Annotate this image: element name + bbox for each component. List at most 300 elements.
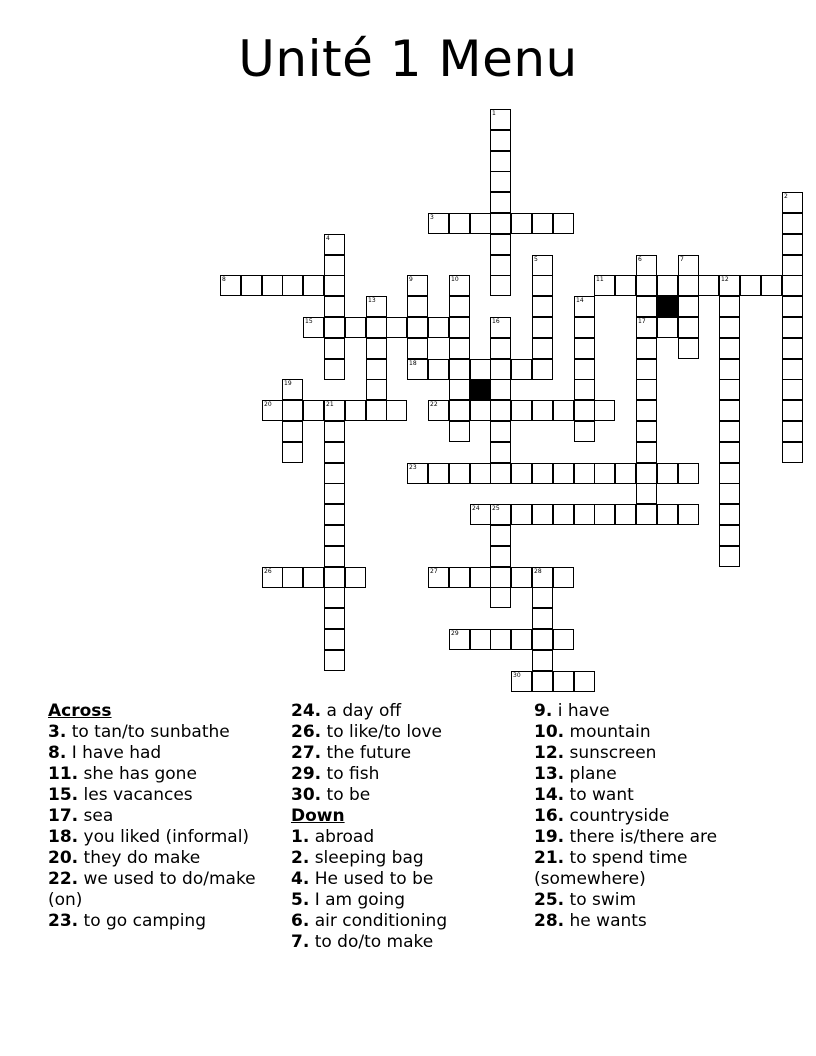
grid-cell[interactable] [657,275,678,296]
clue-item [534,911,784,932]
grid-cell[interactable] [636,275,657,296]
grid-cell[interactable] [615,504,636,525]
grid-cell[interactable] [532,567,553,588]
clue-number: 8 [222,276,226,283]
clue-num: 30. [291,785,322,805]
grid-cell[interactable] [615,275,636,296]
clue-item [48,722,283,743]
grid-cell[interactable] [366,400,387,421]
grid-cell[interactable] [490,192,511,213]
grid-cell[interactable] [428,567,449,588]
puzzle-title: Unité 1 Menu [238,30,578,88]
grid-cell[interactable] [490,275,511,296]
clue-text: they do make [78,848,201,868]
grid-cell[interactable] [636,296,657,317]
clue-text: to go camping [78,911,206,931]
grid-cell[interactable] [449,567,470,588]
grid-cell[interactable] [782,421,803,442]
grid-cell[interactable] [345,400,366,421]
grid-cell[interactable] [678,275,699,296]
grid-cell[interactable] [490,171,511,192]
grid-cell[interactable] [386,400,407,421]
grid-cell[interactable] [719,379,740,400]
grid-cell[interactable] [470,213,491,234]
clue-text: to do/to make [309,932,434,952]
clue-number: 27 [430,568,438,575]
grid-cell[interactable] [282,442,303,463]
grid-cell[interactable] [636,379,657,400]
grid-cell[interactable] [532,463,553,484]
grid-cell[interactable] [719,317,740,338]
grid-cell[interactable] [449,379,470,400]
grid-cell[interactable] [262,567,283,588]
grid-cell[interactable] [282,421,303,442]
clue-num: 28. [534,911,565,931]
clue-number: 2 [784,193,788,200]
grid-cell[interactable] [719,338,740,359]
grid-cell[interactable] [449,275,470,296]
grid-cell[interactable] [636,338,657,359]
grid-cell[interactable] [490,525,511,546]
clue-num: 20. [48,848,79,868]
clue-number: 17 [638,318,646,325]
grid-cell[interactable] [574,338,595,359]
grid-cell[interactable] [324,587,345,608]
grid-cell[interactable] [532,629,553,650]
grid-cell[interactable] [511,504,532,525]
grid-cell[interactable] [719,525,740,546]
grid-cell[interactable] [636,317,657,338]
grid-cell[interactable] [574,317,595,338]
clue-number: 12 [721,276,729,283]
grid-cell[interactable] [782,296,803,317]
grid-cell[interactable] [532,317,553,338]
clue-item [534,722,784,743]
clue-item [534,743,784,764]
clue-num: 7. [291,932,310,952]
grid-cell[interactable] [449,338,470,359]
clue-item [534,764,784,785]
grid-cell[interactable] [574,671,595,692]
grid-cell[interactable] [719,296,740,317]
clue-item [48,869,283,911]
clue-text: the future [321,743,412,763]
clue-item [48,764,283,785]
grid-cell[interactable] [345,567,366,588]
grid-cell[interactable] [470,629,491,650]
grid-cell[interactable] [324,338,345,359]
clue-number: 25 [492,505,500,512]
clue-text: countryside [564,806,670,826]
grid-cell[interactable] [594,275,615,296]
grid-cell[interactable] [553,213,574,234]
grid-cell[interactable] [470,504,491,525]
grid-cell[interactable] [282,567,303,588]
grid-cell[interactable] [303,275,324,296]
grid-cell[interactable] [490,587,511,608]
grid-cell[interactable] [490,379,511,400]
clue-item [291,827,526,848]
grid-cell[interactable] [782,213,803,234]
grid-cell[interactable] [470,463,491,484]
grid-cell[interactable] [636,442,657,463]
grid-cell[interactable] [574,463,595,484]
grid-cell[interactable] [532,275,553,296]
clue-text: to fish [321,764,380,784]
clue-text: you liked (informal) [78,827,250,847]
grid-cell[interactable] [574,504,595,525]
grid-cell[interactable] [490,109,511,130]
grid-cell[interactable] [366,359,387,380]
grid-cell[interactable] [324,650,345,671]
grid-cell[interactable] [282,400,303,421]
grid-cell[interactable] [324,525,345,546]
clue-num: 6. [291,911,310,931]
clue-item [534,827,784,848]
grid-cell[interactable] [490,421,511,442]
grid-cell[interactable] [407,296,428,317]
grid-cell[interactable] [324,359,345,380]
grid-cell[interactable] [366,296,387,317]
clue-number: 28 [534,568,542,575]
grid-cell[interactable] [553,504,574,525]
clue-num: 26. [291,722,322,742]
grid-cell[interactable] [532,255,553,276]
grid-cell[interactable] [449,629,470,650]
grid-cell[interactable] [719,421,740,442]
grid-cell[interactable] [574,359,595,380]
grid-cell[interactable] [345,317,366,338]
grid-cell[interactable] [449,400,470,421]
grid-cell[interactable] [719,442,740,463]
grid-cell[interactable] [782,192,803,213]
clue-item [534,701,784,722]
grid-cell[interactable] [324,275,345,296]
grid-cell[interactable] [428,317,449,338]
clue-number: 9 [409,276,413,283]
grid-cell[interactable] [532,213,553,234]
clue-text: there is/there are [564,827,718,847]
grid-cell[interactable] [303,400,324,421]
grid-cell[interactable] [511,213,532,234]
grid-cell[interactable] [678,504,699,525]
grid-cell[interactable] [324,567,345,588]
grid-cell[interactable] [782,317,803,338]
clue-text: les vacances [78,785,193,805]
grid-cell[interactable] [678,338,699,359]
grid-cell[interactable] [324,442,345,463]
grid-cell[interactable] [511,463,532,484]
clue-number: 13 [368,297,376,304]
clue-item [48,911,283,932]
grid-cell[interactable] [324,483,345,504]
grid-cell[interactable] [782,234,803,255]
clue-item [48,806,283,827]
grid-cell[interactable] [782,379,803,400]
grid-cell[interactable] [636,421,657,442]
grid-cell[interactable] [407,317,428,338]
grid-cell[interactable] [490,400,511,421]
grid-cell[interactable] [719,463,740,484]
clue-text: sunscreen [564,743,657,763]
grid-cell[interactable] [490,151,511,172]
black-cell [470,379,491,400]
grid-cell[interactable] [782,275,803,296]
grid-cell[interactable] [449,463,470,484]
grid-cell[interactable] [449,359,470,380]
clue-text: to tan/to sunbathe [66,722,230,742]
clue-number: 29 [451,630,459,637]
grid-cell[interactable] [324,504,345,525]
grid-cell[interactable] [782,400,803,421]
grid-cell[interactable] [615,463,636,484]
grid-cell[interactable] [782,442,803,463]
grid-cell[interactable] [490,442,511,463]
clue-num: 4. [291,869,310,889]
grid-cell[interactable] [470,400,491,421]
clue-text: sleeping bag [309,848,424,868]
grid-cell[interactable] [490,504,511,525]
clue-item [291,848,526,869]
grid-cell[interactable] [262,275,283,296]
clue-text: he wants [564,911,647,931]
grid-cell[interactable] [303,567,324,588]
grid-cell[interactable] [782,359,803,380]
grid-cell[interactable] [719,359,740,380]
clue-number: 23 [409,464,417,471]
grid-cell[interactable] [594,504,615,525]
grid-cell[interactable] [511,359,532,380]
grid-cell[interactable] [407,275,428,296]
clue-num: 2. [291,848,310,868]
clue-heading: Down [291,806,345,826]
grid-cell[interactable] [532,650,553,671]
grid-cell[interactable] [553,567,574,588]
clue-num: 5. [291,890,310,910]
clue-text: mountain [564,722,651,742]
grid-cell[interactable] [282,275,303,296]
clue-text: a day off [321,701,402,721]
grid-cell[interactable] [490,317,511,338]
grid-cell[interactable] [490,234,511,255]
clue-item [291,932,526,953]
clue-text: to like/to love [321,722,442,742]
grid-cell[interactable] [490,546,511,567]
grid-cell[interactable] [511,629,532,650]
grid-cell[interactable] [594,400,615,421]
grid-cell[interactable] [532,400,553,421]
grid-cell[interactable] [428,400,449,421]
clue-item [534,785,784,806]
clue-item [291,911,526,932]
clue-num: 13. [534,764,565,784]
grid-cell[interactable] [594,463,615,484]
grid-cell[interactable] [490,463,511,484]
clue-num: 8. [48,743,67,763]
grid-cell[interactable] [740,275,761,296]
grid-cell[interactable] [511,400,532,421]
clue-column-2 [291,701,526,953]
grid-cell[interactable] [386,317,407,338]
grid-cell[interactable] [553,463,574,484]
clue-text: to want [564,785,634,805]
grid-cell[interactable] [719,275,740,296]
black-cell [657,296,678,317]
grid-cell[interactable] [366,379,387,400]
grid-cell[interactable] [553,400,574,421]
grid-cell[interactable] [532,608,553,629]
clue-number: 22 [430,401,438,408]
clue-item [534,890,784,911]
clue-text: she has gone [78,764,197,784]
clue-column-3 [534,701,784,932]
grid-cell[interactable] [782,338,803,359]
grid-cell[interactable] [428,463,449,484]
grid-cell[interactable] [241,275,262,296]
grid-cell[interactable] [449,296,470,317]
clue-num: 21. [534,848,565,868]
clue-num: 1. [291,827,310,847]
grid-cell[interactable] [262,400,283,421]
grid-cell[interactable] [324,234,345,255]
clue-number: 1 [492,110,496,117]
clue-text: i have [552,701,610,721]
grid-cell[interactable] [324,463,345,484]
grid-cell[interactable] [761,275,782,296]
grid-cell[interactable] [719,400,740,421]
grid-cell[interactable] [220,275,241,296]
clue-num: 24. [291,701,322,721]
grid-cell[interactable] [324,255,345,276]
grid-cell[interactable] [657,504,678,525]
grid-cell[interactable] [324,629,345,650]
grid-cell[interactable] [636,255,657,276]
grid-cell[interactable] [490,213,511,234]
grid-cell[interactable] [428,359,449,380]
clue-item [534,806,784,827]
grid-cell[interactable] [553,629,574,650]
grid-cell[interactable] [490,629,511,650]
grid-cell[interactable] [324,296,345,317]
clue-item [291,743,526,764]
grid-cell[interactable] [428,213,449,234]
grid-cell[interactable] [574,400,595,421]
grid-cell[interactable] [366,317,387,338]
grid-cell[interactable] [532,504,553,525]
grid-cell[interactable] [490,567,511,588]
clue-number: 30 [513,672,521,679]
clue-text: we used to do/make (on) [48,869,256,910]
clue-item [48,827,283,848]
grid-cell[interactable] [678,255,699,276]
grid-cell[interactable] [574,379,595,400]
grid-cell[interactable] [719,483,740,504]
grid-cell[interactable] [303,317,324,338]
grid-cell[interactable] [636,400,657,421]
grid-cell[interactable] [490,130,511,151]
clue-text: air conditioning [309,911,448,931]
clue-text: to spend time (somewhere) [534,848,688,889]
clue-item [291,785,526,806]
clue-number: 26 [264,568,272,575]
clue-num: 11. [48,764,79,784]
grid-cell[interactable] [532,338,553,359]
grid-cell[interactable] [324,546,345,567]
clue-num: 22. [48,869,79,889]
grid-cell[interactable] [366,338,387,359]
grid-cell[interactable] [490,338,511,359]
grid-cell[interactable] [470,359,491,380]
grid-cell[interactable] [532,587,553,608]
grid-cell[interactable] [657,463,678,484]
grid-cell[interactable] [574,296,595,317]
clue-item [291,722,526,743]
grid-cell[interactable] [636,504,657,525]
grid-cell[interactable] [449,421,470,442]
clue-num: 23. [48,911,79,931]
clue-text: sea [78,806,114,826]
clue-heading: Across [48,701,112,721]
grid-cell[interactable] [636,483,657,504]
grid-cell[interactable] [324,421,345,442]
clue-item [291,764,526,785]
grid-cell[interactable] [490,359,511,380]
clue-number: 6 [638,256,642,263]
grid-cell[interactable] [449,317,470,338]
clue-item [534,848,784,890]
grid-cell[interactable] [678,296,699,317]
clue-number: 15 [305,318,313,325]
grid-cell[interactable] [282,379,303,400]
grid-cell[interactable] [511,567,532,588]
grid-cell[interactable] [553,671,574,692]
grid-cell[interactable] [719,546,740,567]
grid-cell[interactable] [657,317,678,338]
grid-cell[interactable] [532,671,553,692]
clue-number: 3 [430,214,434,221]
grid-cell[interactable] [407,359,428,380]
clue-number: 19 [284,380,292,387]
clue-num: 17. [48,806,79,826]
grid-cell[interactable] [511,671,532,692]
grid-cell[interactable] [470,567,491,588]
grid-cell[interactable] [449,213,470,234]
grid-cell[interactable] [324,608,345,629]
grid-cell[interactable] [532,359,553,380]
clue-num: 9. [534,701,553,721]
grid-cell[interactable] [678,463,699,484]
clue-number: 20 [264,401,272,408]
grid-cell[interactable] [719,504,740,525]
clue-num: 27. [291,743,322,763]
grid-cell[interactable] [324,317,345,338]
clue-number: 11 [596,276,604,283]
clue-num: 25. [534,890,565,910]
grid-cell[interactable] [636,463,657,484]
grid-cell[interactable] [407,463,428,484]
grid-cell[interactable] [698,275,719,296]
grid-cell[interactable] [532,296,553,317]
grid-cell[interactable] [678,317,699,338]
clue-num: 14. [534,785,565,805]
grid-cell[interactable] [324,400,345,421]
grid-cell[interactable] [574,421,595,442]
clue-item [48,743,283,764]
grid-cell[interactable] [782,255,803,276]
grid-cell[interactable] [490,255,511,276]
grid-cell[interactable] [407,338,428,359]
grid-cell[interactable] [636,359,657,380]
